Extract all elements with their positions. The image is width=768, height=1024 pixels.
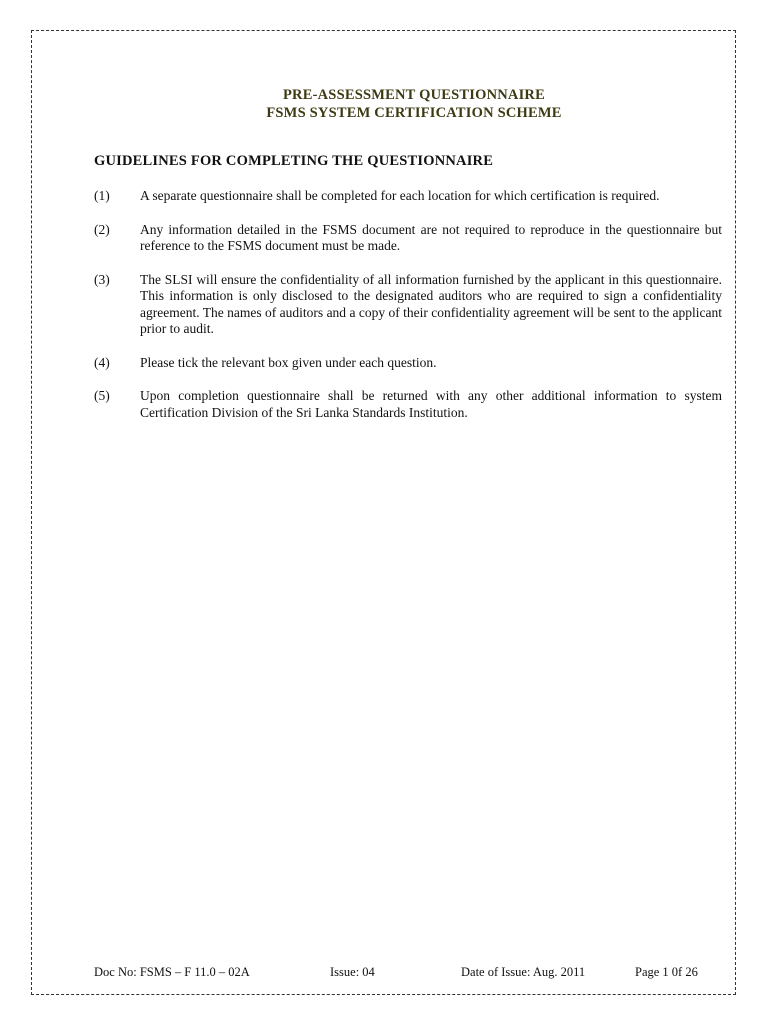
guideline-item-3 [94, 272, 722, 338]
guideline-text: The SLSI will ensure the confidentiality of all information furnished by the applicant in this questionnaire. This information is only disclosed to the designated auditors who are required to sign a confidentiality agreement. The names of auditors and a copy of their confidentiality agreement will be sent to the applicant prior to audit. [140, 271, 722, 336]
guideline-number: (4) [94, 354, 110, 370]
footer-page-number: Page 1 0f 26 [635, 965, 698, 979]
guidelines-list [94, 188, 722, 421]
guideline-number: (2) [94, 221, 110, 237]
guideline-text: Any information detailed in the FSMS document are not required to reproduce in the questionnaire but reference to the FSMS document must be made. [140, 221, 722, 253]
section-heading: GUIDELINES FOR COMPLETING THE QUESTIONNAIRE [94, 153, 494, 169]
page-border [31, 30, 736, 995]
guideline-number: (3) [94, 271, 110, 287]
footer-issue: Issue: 04 [330, 965, 375, 979]
guideline-item-2 [94, 222, 722, 255]
guideline-number: (5) [94, 388, 110, 403]
guideline-item-5 [94, 388, 722, 421]
title-line-2: FSMS SYSTEM CERTIFICATION SCHEME [266, 105, 562, 121]
title-line-1: PRE-ASSESSMENT QUESTIONNAIRE [283, 87, 545, 103]
guideline-text: A separate questionnaire shall be completed for each location for which certification is required. [140, 188, 660, 203]
guideline-text: Please tick the relevant box given under each question. [140, 354, 437, 370]
footer-date-of-issue: Date of Issue: Aug. 2011 [461, 965, 586, 979]
document-title [0, 86, 768, 122]
guideline-number: (1) [94, 188, 110, 203]
guideline-item-1 [94, 188, 722, 205]
guideline-text: Upon completion questionnaire shall be returned with any other additional information to system Certification Division of the Sri Lanka Standards Institution. [140, 388, 722, 420]
guideline-item-4 [94, 355, 722, 372]
footer-doc-number: Doc No: FSMS – F 11.0 – 02A [94, 965, 250, 979]
